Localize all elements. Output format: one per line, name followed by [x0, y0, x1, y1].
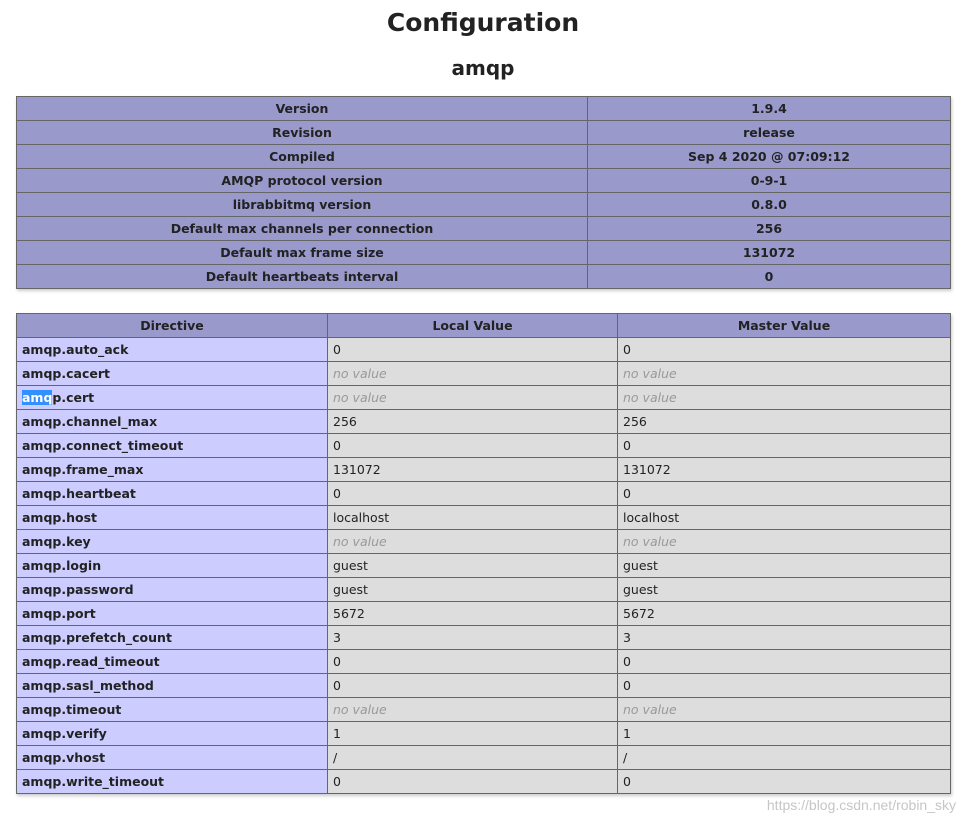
no-value-text: no value — [333, 366, 387, 381]
local-value: 256 — [328, 410, 618, 434]
table-row — [17, 265, 951, 289]
info-label-revision: Revision — [17, 121, 588, 145]
directive-name: amqp.host — [17, 506, 328, 530]
local-value: 5672 — [328, 602, 618, 626]
table-row — [17, 530, 951, 554]
master-value: 1 — [618, 722, 951, 746]
master-value: 5672 — [618, 602, 951, 626]
local-value: 0 — [328, 674, 618, 698]
no-value-text: no value — [333, 390, 387, 405]
table-header-row — [17, 314, 951, 338]
info-value-amqp-protocol: 0-9-1 — [588, 169, 951, 193]
info-label-librabbitmq: librabbitmq version — [17, 193, 588, 217]
info-label-amqp-protocol: AMQP protocol version — [17, 169, 588, 193]
local-value: 0 — [328, 338, 618, 362]
no-value-text: no value — [623, 366, 677, 381]
table-row — [17, 410, 951, 434]
column-header-master-value: Master Value — [618, 314, 951, 338]
info-value-version: 1.9.4 — [588, 97, 951, 121]
table-row — [17, 145, 951, 169]
table-row — [17, 434, 951, 458]
table-row — [17, 698, 951, 722]
table-row — [17, 674, 951, 698]
table-row — [17, 650, 951, 674]
directive-name: amqp.timeout — [17, 698, 328, 722]
directive-name: amqp.vhost — [17, 746, 328, 770]
info-label-version: Version — [17, 97, 588, 121]
master-value — [618, 530, 951, 554]
directive-name: amqp.password — [17, 578, 328, 602]
master-value: localhost — [618, 506, 951, 530]
page-title: Configuration — [386, 8, 580, 37]
directive-name: amqp.login — [17, 554, 328, 578]
local-value: guest — [328, 554, 618, 578]
master-value: 0 — [618, 482, 951, 506]
table-row — [17, 193, 951, 217]
local-value: 0 — [328, 650, 618, 674]
local-value: / — [328, 746, 618, 770]
master-value: 0 — [618, 770, 951, 794]
directive-name: amqp.verify — [17, 722, 328, 746]
info-value-max-frame: 131072 — [588, 241, 951, 265]
table-row — [17, 97, 951, 121]
column-header-directive: Directive — [17, 314, 328, 338]
master-value: 3 — [618, 626, 951, 650]
table-row — [17, 554, 951, 578]
local-value: 0 — [328, 434, 618, 458]
master-value: guest — [618, 554, 951, 578]
table-row — [17, 169, 951, 193]
table-row — [17, 626, 951, 650]
local-value — [328, 386, 618, 410]
local-value — [328, 698, 618, 722]
info-value-compiled: Sep 4 2020 @ 07:09:12 — [588, 145, 951, 169]
watermark: https://blog.csdn.net/robin_sky — [766, 797, 956, 813]
master-value: / — [618, 746, 951, 770]
directive-name: amqp.heartbeat — [17, 482, 328, 506]
directive-name: amqp.channel_max — [17, 410, 328, 434]
table-row — [17, 458, 951, 482]
master-value: 0 — [618, 674, 951, 698]
master-value: 0 — [618, 650, 951, 674]
directive-name-rest: p.cert — [52, 390, 95, 405]
info-label-compiled: Compiled — [17, 145, 588, 169]
info-value-revision: release — [588, 121, 951, 145]
directive-name: amqp.frame_max — [17, 458, 328, 482]
directive-name: amqp.write_timeout — [17, 770, 328, 794]
section-title: amqp — [451, 56, 515, 80]
master-value: 0 — [618, 434, 951, 458]
table-row — [17, 362, 951, 386]
table-row — [17, 602, 951, 626]
table-row — [17, 578, 951, 602]
master-value: 131072 — [618, 458, 951, 482]
local-value: 131072 — [328, 458, 618, 482]
master-value — [618, 698, 951, 722]
no-value-text: no value — [333, 534, 387, 549]
directive-name — [17, 386, 328, 410]
local-value: guest — [328, 578, 618, 602]
local-value: 1 — [328, 722, 618, 746]
master-value: 0 — [618, 338, 951, 362]
local-value: 0 — [328, 482, 618, 506]
info-value-max-channels: 256 — [588, 217, 951, 241]
master-value — [618, 386, 951, 410]
no-value-text: no value — [623, 390, 677, 405]
table-row — [17, 482, 951, 506]
directive-name: amqp.auto_ack — [17, 338, 328, 362]
info-label-max-channels: Default max channels per connection — [17, 217, 588, 241]
info-value-heartbeats: 0 — [588, 265, 951, 289]
table-row — [17, 217, 951, 241]
table-row — [17, 770, 951, 794]
directive-name: amqp.read_timeout — [17, 650, 328, 674]
directive-name: amqp.key — [17, 530, 328, 554]
info-value-librabbitmq: 0.8.0 — [588, 193, 951, 217]
master-value: 256 — [618, 410, 951, 434]
local-value: localhost — [328, 506, 618, 530]
master-value: guest — [618, 578, 951, 602]
info-label-heartbeats: Default heartbeats interval — [17, 265, 588, 289]
local-value — [328, 362, 618, 386]
info-label-max-frame: Default max frame size — [17, 241, 588, 265]
table-row — [17, 506, 951, 530]
directive-name: amqp.sasl_method — [17, 674, 328, 698]
local-value: 0 — [328, 770, 618, 794]
directive-name: amqp.prefetch_count — [17, 626, 328, 650]
no-value-text: no value — [623, 702, 677, 717]
table-row — [17, 241, 951, 265]
local-value: 3 — [328, 626, 618, 650]
module-info-table — [16, 96, 951, 289]
table-row — [17, 746, 951, 770]
text-selection[interactable]: amq — [22, 390, 53, 405]
table-row — [17, 338, 951, 362]
no-value-text: no value — [623, 534, 677, 549]
table-row — [17, 121, 951, 145]
no-value-text: no value — [333, 702, 387, 717]
local-value — [328, 530, 618, 554]
column-header-local-value: Local Value — [328, 314, 618, 338]
table-row — [17, 386, 951, 410]
directive-name: amqp.connect_timeout — [17, 434, 328, 458]
directive-table — [16, 313, 951, 794]
table-row — [17, 722, 951, 746]
master-value — [618, 362, 951, 386]
directive-name: amqp.cacert — [17, 362, 328, 386]
directive-name: amqp.port — [17, 602, 328, 626]
